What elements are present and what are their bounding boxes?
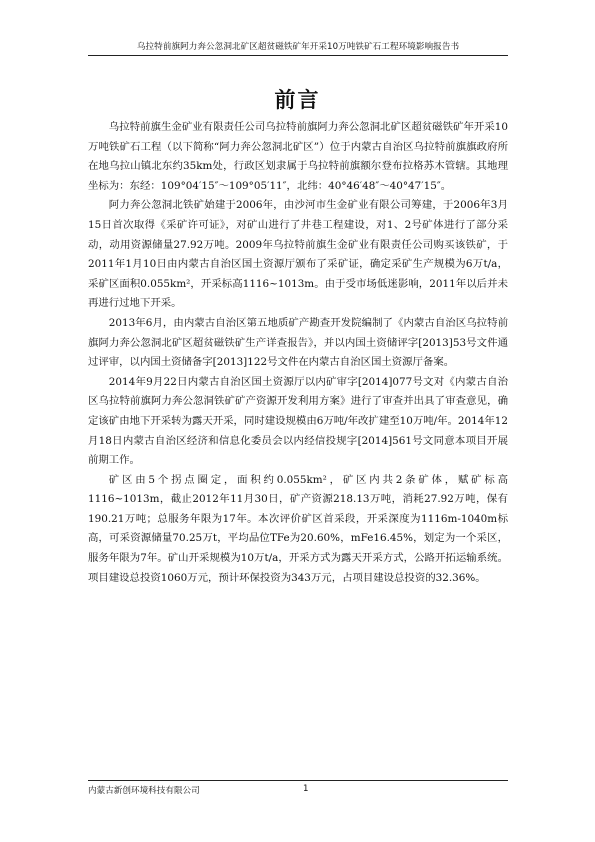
paragraph-location: 乌拉特前旗生金矿业有限责任公司乌拉特前旗阿力奔公忽洞北矿区超贫磁铁矿年开采10万吨铁矿石工程（以下简称“阿力奔公忽洞北矿区”）位于内蒙古自治区乌拉特前旗旗政府所在地乌拉山镇北东约35km处，行政区划隶属于乌拉特前旗额尔登布拉格苏木管辖。其地理坐标为：东经：109°04′15″～109°05′11″，北纬：40°46′48″～40°47′15″。 — [88, 121, 508, 192]
paragraph-survey-report: 2013年6月，由内蒙古自治区第五地质矿产勘查开发院编制了《内蒙古自治区乌拉特前旗阿力奔公忽洞北矿区超贫磁铁矿生产详查报告》，并以内国土资储评字[2013]53号文件通过评审，以内国土资储备字[2013]122号文件在内蒙古自治区国土资源厅备案。 — [88, 316, 508, 369]
paragraph-history: 阿力奔公忽洞北铁矿始建于2006年，由沙河市生金矿业有限公司筹建，于2006年3月15日首次取得《采矿许可证》，对矿山进行了井巷工程建设，对1、2号矿体进行了部分采动，动用资源储量27.92万吨。2009年乌拉特前旗生金矿业有限责任公司购买该铁矿，于2011年1月10日由内蒙古自治区国土资源厅颁布了采矿证，确定采矿生产规模为6万t/a，采矿区面积0.055km²，开采标高1116~1013m。由于受市场低迷影响，2011年以后并未再进行过地下开采。 — [88, 199, 508, 310]
page-number: 1 — [303, 784, 309, 794]
page-title: 前言 — [274, 87, 321, 112]
footer-company: 内蒙古新创环境科技有限公司 — [88, 786, 200, 796]
paragraph-approval: 2014年9月22日内蒙古自治区国土资源厅以内矿审字[2014]077号文对《内蒙古自治区乌拉特前旗阿力奔公忽洞铁矿矿产资源开发利用方案》进行了审查并出具了审查意见，确定该矿由地下开采转为露天开采，同时建设规模由6万吨/年改扩建至10万吨/年。2014年12月18日内蒙古自治区经济和信息化委员会以内经信投规字[2014]561号文同意本项目开展前期工作。 — [88, 375, 508, 467]
document-body — [88, 118, 508, 588]
paragraph-project-scale: 矿区由5个拐点圈定，面积约0.055km²，矿区内共2条矿体，赋矿标高1116~1013m，截止2012年11月30日，矿产资源218.13万吨，消耗27.92万吨，保有190.21万吨；总服务年限为17年。本次评价矿区首采段，开采深度为1116m-1040m标高，可采资源储量70.25万t，平均品位TFe为20.60%，mFe16.45%，划定为一个采区，服务年限为7年。矿山开采规模为10万t/a，开采方式为露天开采方式，公路开拓运输系统。项目建设总投资1060万元，预计环保投资为343万元，占项目建设总投资的32.36%。 — [88, 473, 508, 584]
footer-divider — [88, 780, 508, 781]
running-header: 乌拉特前旗阿力奔公忽洞北矿区超贫磁铁矿年开采10万吨铁矿石工程环境影响报告书 — [136, 42, 460, 52]
header-divider — [88, 55, 508, 56]
